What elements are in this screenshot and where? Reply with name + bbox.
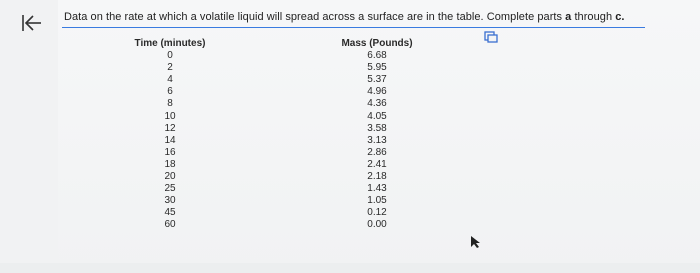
mass-cell: 5.37 (367, 74, 387, 86)
time-cell: 14 (164, 134, 176, 146)
mass-cell: 2.86 (367, 146, 387, 158)
prompt-part-a: a (565, 11, 572, 23)
prompt-text: Data on the rate at which a volatile liquid will spread across a surface are in the table. Complete parts (64, 11, 566, 23)
mass-cell: 0.00 (367, 219, 387, 231)
time-column (132, 38, 208, 232)
mass-cell: 3.58 (367, 122, 387, 134)
time-cell: 0 (167, 50, 173, 62)
time-cell: 60 (164, 219, 176, 231)
time-cell: 20 (164, 171, 176, 183)
mass-cell: 4.96 (367, 86, 387, 98)
time-cell: 18 (164, 158, 176, 170)
mass-header: Mass (Pounds) (341, 38, 413, 49)
mass-cell: 3.13 (367, 134, 387, 146)
prompt-part-c: c. (615, 11, 625, 23)
time-cell: 45 (164, 207, 176, 219)
mass-cell: 2.41 (367, 158, 387, 170)
mass-cell: 6.68 (367, 50, 387, 62)
time-cell: 2 (167, 62, 173, 74)
mass-cell: 1.05 (367, 195, 387, 207)
mass-cell: 1.43 (367, 183, 387, 195)
mass-cell: 5.95 (367, 62, 387, 74)
copy-data-icon[interactable] (484, 31, 498, 43)
time-cell: 6 (167, 86, 173, 98)
mass-cell: 4.05 (367, 110, 387, 122)
mass-cell: 4.36 (367, 98, 387, 110)
time-cell: 8 (167, 98, 173, 110)
time-cell: 30 (164, 195, 176, 207)
mass-cell: 2.18 (367, 171, 387, 183)
mass-cell: 0.12 (367, 207, 387, 219)
time-cell: 16 (164, 146, 176, 158)
prompt-underline (62, 27, 645, 28)
mass-column (339, 38, 415, 232)
mouse-pointer-icon (470, 235, 482, 249)
time-cell: 10 (164, 110, 176, 122)
prompt-mid: through (571, 11, 616, 23)
question-prompt (64, 11, 625, 23)
time-header: Time (minutes) (134, 38, 206, 49)
left-rail (0, 0, 58, 273)
time-cell: 4 (167, 74, 173, 86)
time-cell: 12 (164, 122, 176, 134)
back-arrow-icon[interactable] (20, 12, 44, 34)
time-cell: 25 (164, 183, 176, 195)
bottom-strip (0, 263, 700, 273)
